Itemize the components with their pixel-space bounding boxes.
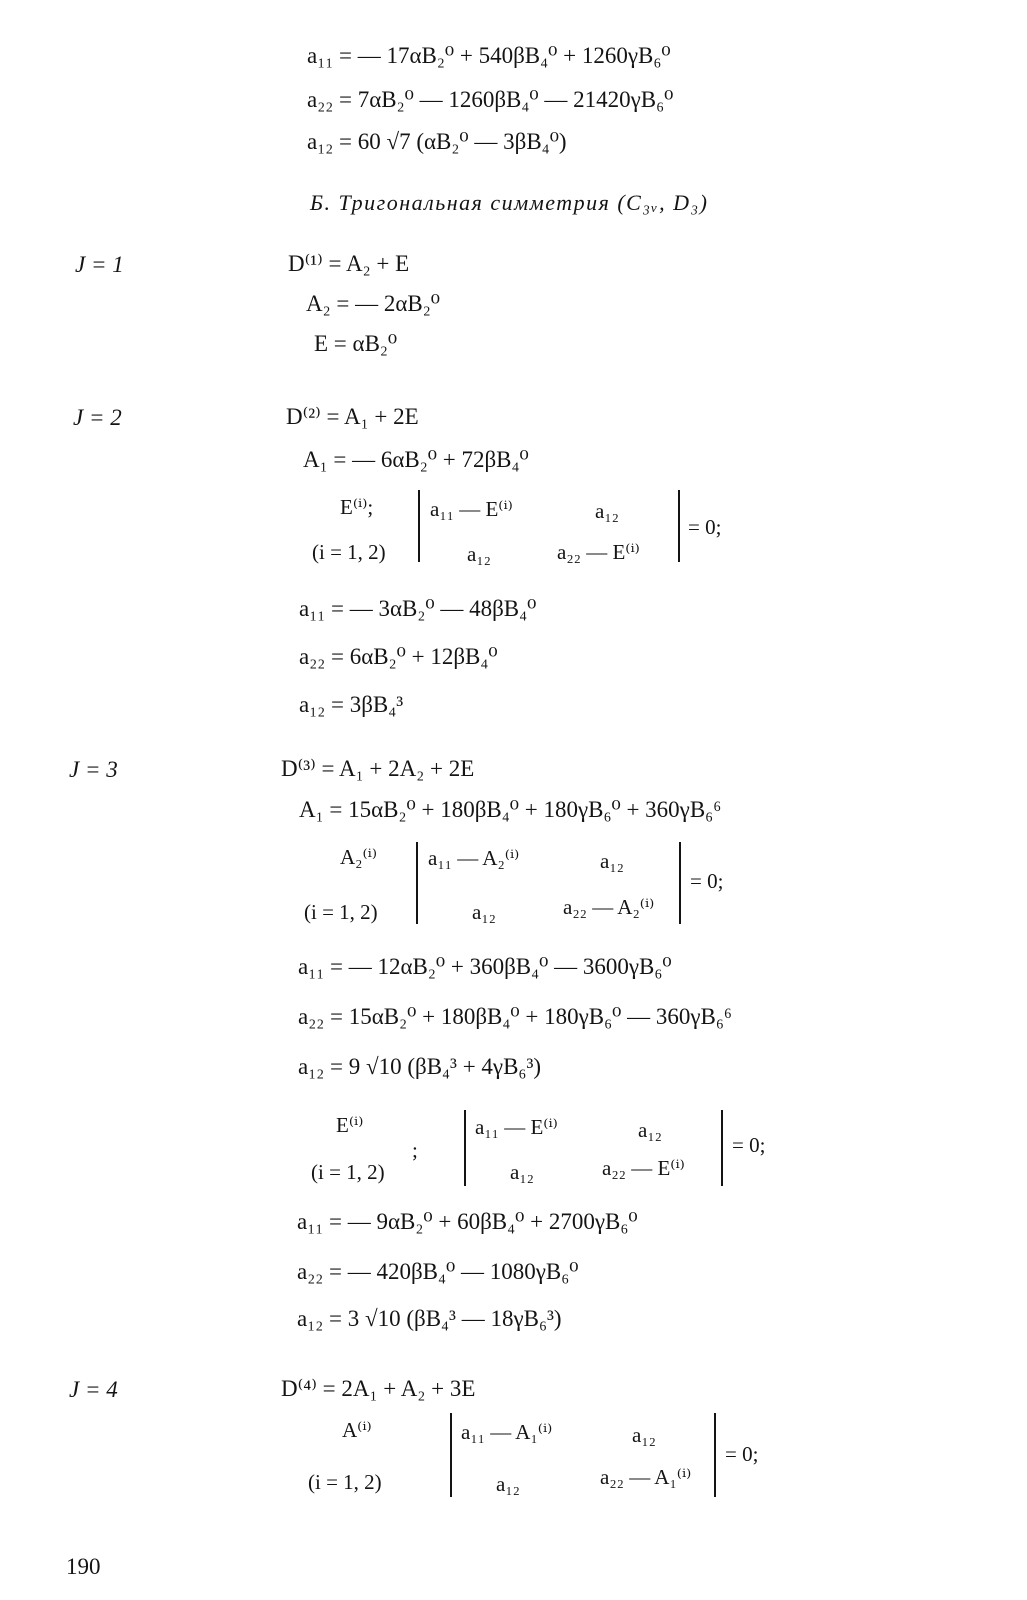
j2-det-r1c1: a₁₁ — E⁽ⁱ⁾ [430,497,513,521]
j2-det-right-bar [678,490,680,562]
eq-a12-blockA: a₁₂ = 60 √7 (αB₂⁰ — 3βB₄⁰) [307,129,567,154]
j2-det-eq: = 0; [688,515,722,539]
j3-a22-A: a₂₂ = 15αB₂⁰ + 180βB₄⁰ + 180γB₆⁰ — 360γB₆⁶ [298,1004,732,1029]
j4-det-r1c2: a₁₂ [632,1423,656,1447]
j2-decomposition: D⁽²⁾ = A₁ + 2E [286,404,419,429]
j3-detE-range: (i = 1, 2) [311,1160,385,1184]
j3-a11-A: a₁₁ = — 12αB₂⁰ + 360βB₄⁰ — 3600γB₆⁰ [298,954,672,979]
j3-detA-r2c1: a₁₂ [472,900,496,924]
j1-E: E = αB₂⁰ [314,331,398,356]
j1-decomposition: D⁽¹⁾ = A₂ + E [288,251,410,276]
eq-a22-blockA: a₂₂ = 7αB₂⁰ — 1260βB₄⁰ — 21420γB₆⁰ [307,87,674,112]
j2-det-r1c2: a₁₂ [595,499,619,523]
j4-det-left-bar [450,1413,452,1497]
j3-detE-r2c1: a₁₂ [510,1160,534,1184]
j2-det-r2c1: a₁₂ [467,542,491,566]
j3-a12-A: a₁₂ = 9 √10 (βB₄³ + 4γB₆³) [298,1054,542,1079]
j4-decomposition: D⁽⁴⁾ = 2A₁ + A₂ + 3E [281,1376,476,1401]
j2-a12: a₁₂ = 3βB₄³ [299,692,404,717]
j3-detA-r2c2: a₂₂ — A₂⁽ⁱ⁾ [563,895,655,919]
j4-det-r2c1: a₁₂ [496,1472,520,1496]
j3-detA-eq: = 0; [690,869,724,893]
j3-detA-name: A₂⁽ⁱ⁾ [340,845,378,869]
j3-label: J = 3 [69,757,118,782]
j4-det-eq: = 0; [725,1442,759,1466]
j2-det-range: (i = 1, 2) [312,540,386,564]
j3-detA-right-bar [679,842,681,924]
j3-detE-eq: = 0; [732,1133,766,1157]
j3-a11-E: a₁₁ = — 9αB₂⁰ + 60βB₄⁰ + 2700γB₆⁰ [297,1209,638,1234]
j3-detA-r1c2: a₁₂ [600,849,624,873]
j3-detA-range: (i = 1, 2) [304,900,378,924]
section-heading: Б. Тригональная симметрия (C₃ᵥ, D₃) [310,190,709,215]
page-number: 190 [66,1554,101,1579]
j4-det-r1c1: a₁₁ — A₁⁽ⁱ⁾ [461,1420,553,1444]
j2-A1: A₁ = — 6αB₂⁰ + 72βB₄⁰ [303,447,529,472]
j3-detE-name: E⁽ⁱ⁾ [336,1113,364,1137]
j4-det-name: A⁽ⁱ⁾ [342,1418,372,1442]
j2-det-left-bar [418,490,420,562]
j3-detE-r1c2: a₁₂ [638,1118,662,1142]
j2-label: J = 2 [73,405,122,430]
j3-detE-r2c2: a₂₂ — E⁽ⁱ⁾ [602,1156,685,1180]
j1-label: J = 1 [75,252,124,277]
j3-detE-left-bar [464,1110,466,1186]
j3-a22-E: a₂₂ = — 420βB₄⁰ — 1080γB₆⁰ [297,1259,579,1284]
j4-det-right-bar [714,1413,716,1497]
j3-detE-right-bar [721,1110,723,1186]
j2-det-r2c2: a₂₂ — E⁽ⁱ⁾ [557,540,640,564]
j3-detA-left-bar [416,842,418,924]
j1-A2: A₂ = — 2αB₂⁰ [306,291,440,316]
j4-det-r2c2: a₂₂ — A₁⁽ⁱ⁾ [600,1465,692,1489]
j2-a22: a₂₂ = 6αB₂⁰ + 12βB₄⁰ [299,644,498,669]
j4-label: J = 4 [69,1377,118,1402]
j2-det-name: E⁽ⁱ⁾; [340,495,374,519]
j4-det-range: (i = 1, 2) [308,1470,382,1494]
j3-detA-r1c1: a₁₁ — A₂⁽ⁱ⁾ [428,846,520,870]
j3-detE-semicolon: ; [412,1138,418,1162]
j3-detE-r1c1: a₁₁ — E⁽ⁱ⁾ [475,1115,558,1139]
j2-a11: a₁₁ = — 3αB₂⁰ — 48βB₄⁰ [299,596,537,621]
j3-a12-E: a₁₂ = 3 √10 (βB₄³ — 18γB₆³) [297,1306,562,1331]
eq-a11-blockA: a₁₁ = — 17αB₂⁰ + 540βB₄⁰ + 1260γB₆⁰ [307,43,671,68]
j3-decomposition: D⁽³⁾ = A₁ + 2A₂ + 2E [281,756,475,781]
j3-A1: A₁ = 15αB₂⁰ + 180βB₄⁰ + 180γB₆⁰ + 360γB₆⁶ [299,797,722,822]
